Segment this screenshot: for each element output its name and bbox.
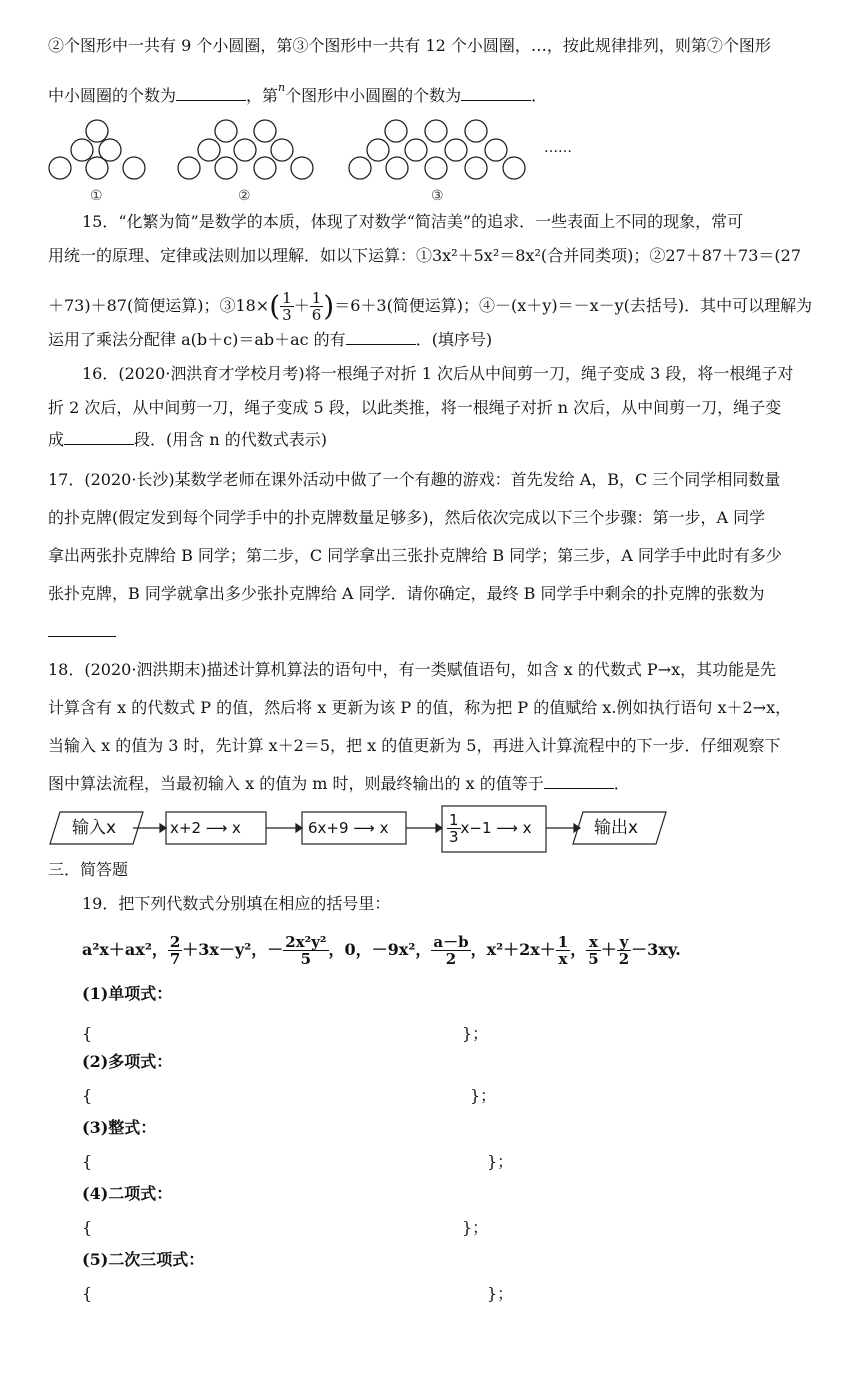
q16-line-2: 折 2 次后，从中间剪一刀，绳子变成 5 段，以此类推，将一根绳子对折 n 次后，从中间剪一刀，绳子变 [48, 398, 782, 417]
q18-text-b: ． [613, 774, 630, 793]
fraction: $\frac{1}{3}$ [282, 289, 292, 324]
part-3-open: { [82, 1152, 93, 1171]
flow-step-3 [447, 812, 531, 845]
circle [291, 157, 313, 179]
flowchart-svg [0, 804, 860, 864]
intro-line-2 [48, 78, 547, 106]
answer-blank [48, 622, 116, 637]
part-5-close: }； [487, 1284, 514, 1303]
fraction: $\frac{y}{2}$ [618, 933, 630, 968]
q15-line-2: 用统一的原理、定律或法则加以理解．如以下运算：①3x²＋5x²＝8x²(合并同类项)；②27＋87＋73＝(27 [48, 246, 802, 265]
q17-line-1: 17．(2020·长沙)某数学老师在课外活动中做了一个有趣的游戏：首先发给 A，B，C 三个同学相同数量 [48, 470, 781, 489]
q15-text-b: ＝6＋3(简便运算)；④－(x＋y)＝－x－y(去括号)．其中可以理解为 [334, 296, 813, 315]
answer-blank [64, 430, 134, 445]
part-2-open: { [82, 1086, 93, 1105]
flow-input-label: 输入x [72, 818, 117, 838]
part-1-label: (1)单项式： [82, 984, 173, 1003]
circle-pattern-svg [0, 112, 860, 212]
part-1-open: { [82, 1024, 93, 1043]
figure-label-2: ② [238, 188, 251, 204]
ellipsis: …… [544, 140, 572, 156]
fraction: $\frac{1}{x}$ [557, 933, 569, 968]
q16-line-1: 16．(2020·泗洪育才学校月考)将一根绳子对折 1 次后从中间剪一刀，绳子变成 3 段，将一根绳子对 [82, 364, 794, 383]
circle [367, 139, 389, 161]
q19-title: 19．把下列代数式分别填在相应的括号里： [82, 894, 391, 913]
q16-text-b: 段．(用含 n 的代数式表示) [134, 430, 327, 449]
n-variable: n [278, 81, 286, 94]
q17-line-2: 的扑克牌(假定发到每个同学手中的扑克牌数量足够多)，然后依次完成以下三个步骤：第一步，A 同学 [48, 508, 766, 527]
figure-label-1: ① [90, 188, 103, 204]
intro-text-end: ． [531, 86, 548, 105]
circle [425, 120, 447, 142]
q15-line-1: 15．“化繁为简”是数学的本质，体现了对数学“简洁美”的追求．一些表面上不同的现象，常可 [82, 212, 744, 231]
intro-line-1: ②个图形中一共有 9 个小圆圈，第③个图形中一共有 12 个小圆圈，…，按此规律排列，则第⑦个图形 [48, 36, 771, 55]
flow-step-2: 6x+9 ⟶ x [308, 819, 389, 837]
q18-line-2: 计算含有 x 的代数式 P 的值，然后将 x 更新为该 P 的值，称为把 P 的值赋给 x.例如执行语句 x＋2→x， [48, 698, 792, 717]
q15-text-a: ＋73)＋87(简便运算)；③18× [48, 296, 270, 315]
circle [465, 120, 487, 142]
circle [234, 139, 256, 161]
fraction: $\frac{a-b}{2}$ [433, 933, 469, 968]
q16-line-3 [48, 430, 327, 450]
q17-line-3: 拿出两张扑克牌给 B 同学；第二步，C 同学拿出三张扑克牌给 B 同学；第三步，A 同学手中此时有多少 [48, 546, 782, 565]
part-4-open: { [82, 1218, 93, 1237]
q18-line-3: 当输入 x 的值为 3 时，先计算 x＋2＝5，把 x 的值更新为 5，再进入计算流程中的下一步．仔细观察下 [48, 736, 781, 755]
q18-line-4 [48, 774, 630, 794]
part-4-label: (4)二项式： [82, 1184, 173, 1203]
answer-blank [544, 774, 614, 789]
circle [254, 120, 276, 142]
flow-step-3-rest: x−1 ⟶ x [460, 819, 532, 837]
right-paren: ) [323, 289, 335, 323]
q16-text-a: 成 [48, 430, 65, 449]
circle [485, 139, 507, 161]
q18-line-1: 18．(2020·泗洪期末)描述计算机算法的语句中，有一类赋值语句，如含 x 的代数式 P→x，其功能是先 [48, 660, 777, 679]
plus-sign: ＋ [293, 296, 310, 315]
intro-text-b: ，第 [246, 86, 279, 105]
circle [386, 157, 408, 179]
q15-text-d: ．(填序号) [415, 330, 493, 349]
answer-blank [461, 86, 531, 101]
circle [86, 120, 108, 142]
part-5-open: { [82, 1284, 93, 1303]
circle [49, 157, 71, 179]
answer-blank [176, 86, 246, 101]
circle [445, 139, 467, 161]
circle [425, 157, 447, 179]
circle [254, 157, 276, 179]
q19-expressions: a²x＋ax²， $\frac{2}{7}$ ＋3x－y²，－ $\frac{\text{2x²y²}}{5}$ ，0，－9x²， $\frac{a-b}{2}$ ，x²＋2x＋ $\frac{1}{x}$ ， $\frac{x}{5}$ ＋ $\frac{y}{2}$ －3xy. [82, 933, 681, 968]
circle [178, 157, 200, 179]
q17-answer-line [48, 622, 116, 642]
circle [198, 139, 220, 161]
fraction: $\frac{2}{7}$ [169, 933, 181, 968]
part-2-close: }； [470, 1086, 497, 1105]
part-1-close: }； [462, 1024, 489, 1043]
fraction: $\frac{\text{2x²y²}}{5}$ [285, 933, 327, 968]
part-3-close: }； [487, 1152, 514, 1171]
fraction: $\frac{x}{5}$ [588, 933, 599, 968]
circle [86, 157, 108, 179]
circle [465, 157, 487, 179]
intro-text-a: 中小圆圈的个数为 [48, 86, 177, 105]
circle [503, 157, 525, 179]
circle [349, 157, 371, 179]
circle [215, 120, 237, 142]
fraction: $\frac{1}{6}$ [311, 289, 322, 324]
fraction: $\frac{1}{3}$ [449, 811, 459, 846]
flow-step-1: x+2 ⟶ x [170, 819, 241, 837]
circle [123, 157, 145, 179]
q18-text-a: 图中算法流程，当最初输入 x 的值为 m 时，则最终输出的 x 的值等于 [48, 774, 544, 793]
circle [71, 139, 93, 161]
circle [271, 139, 293, 161]
circle [385, 120, 407, 142]
circle [405, 139, 427, 161]
section-heading: 三．简答题 [48, 860, 129, 879]
part-5-label: (5)二次三项式： [82, 1250, 205, 1269]
circle [215, 157, 237, 179]
figure-label-3: ③ [431, 188, 444, 204]
part-2-label: (2)多项式： [82, 1052, 173, 1071]
q17-line-4: 张扑克牌，B 同学就拿出多少张扑克牌给 A 同学．请你确定，最终 B 同学手中剩余的扑克牌的张数为 [48, 584, 765, 603]
left-paren: ( [269, 289, 281, 323]
part-4-close: }； [462, 1218, 489, 1237]
part-3-label: (3)整式： [82, 1118, 157, 1137]
q15-line-3 [48, 290, 812, 323]
q15-line-4 [48, 330, 492, 350]
q15-text-c: 运用了乘法分配律 a(b＋c)＝ab＋ac 的有 [48, 330, 346, 349]
answer-blank [346, 330, 416, 345]
intro-text-c: 个图形中小圆圈的个数为 [285, 86, 462, 105]
flow-output-label: 输出x [594, 818, 639, 838]
